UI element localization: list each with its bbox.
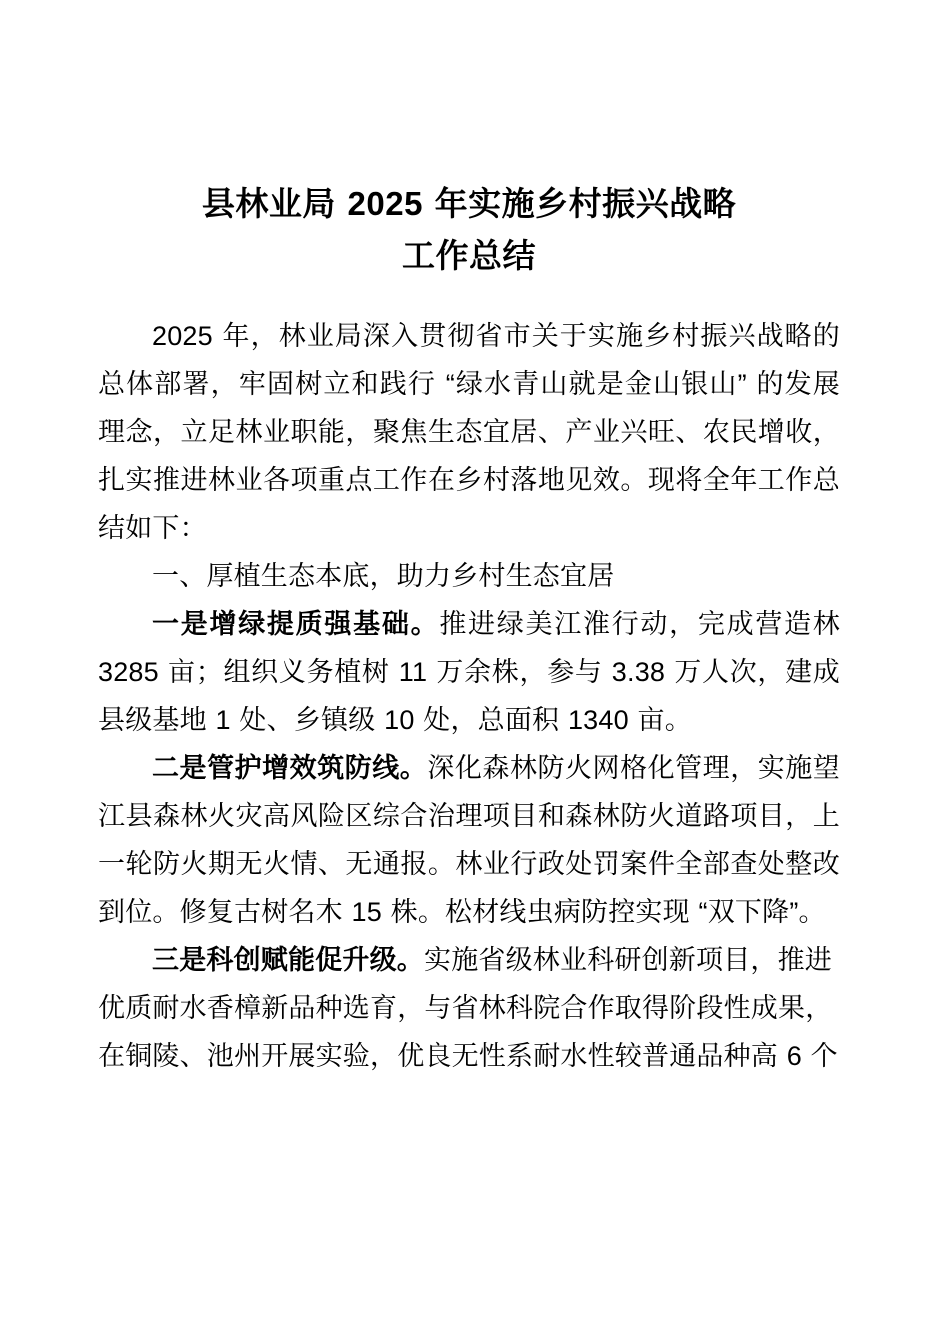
section-heading-text: 一、厚植生态本底，助力乡村生态宜居 <box>152 561 615 591</box>
paragraph-text: 推进绿美江淮行动，完成营造林 3285 亩；组织义务植树 11 万余株，参与 3.38 万人次，建成县级基地 1 处、乡镇级 10 处，总面积 1340 亩。 <box>98 609 841 735</box>
paragraph-lead-in: 三是科创赋能促升级。 <box>152 945 424 975</box>
page-title <box>98 0 840 282</box>
paragraph-lead-in: 一是增绿提质强基础。 <box>152 609 440 639</box>
page-content <box>98 0 840 1080</box>
paragraph-lead-in: 二是管护增效筑防线。 <box>152 753 428 783</box>
paragraph-text: 深化森林防火网格化管理，实施望江县森林火灾高风险区综合治理项目和森林防火道路项目，上一轮防火期无火情、无通报。林业行政处罚案件全部查处整改到位。修复古树名木 15 株。松材线虫病防控实现 “双下降”。 <box>98 753 841 927</box>
paragraph-item-three <box>98 936 840 1080</box>
section-heading-one <box>98 552 840 600</box>
page-title-line-1: 县林业局 2025 年实施乡村振兴战略 <box>201 185 737 222</box>
paragraph-text: 2025 年，林业局深入贯彻省市关于实施乡村振兴战略的总体部署，牢固树立和践行 “绿水青山就是金山银山” 的发展理念，立足林业职能，聚焦生态宜居、产业兴旺、农民增收，扎实推进林业各项重点工作在乡村落地见效。现将全年工作总结如下： <box>98 321 840 543</box>
paragraph-intro <box>98 312 840 552</box>
document-body <box>98 312 840 1080</box>
paragraph-item-one <box>98 600 840 744</box>
page-title-line-2: 工作总结 <box>402 237 536 274</box>
paragraph-item-two <box>98 744 840 936</box>
paragraph-text: 实施省级林业科研创新项目，推进优质耐水香樟新品种选育，与省林科院合作取得阶段性成果，在铜陵、池州开展实验，优良无性系耐水性较普通品种高 6 个 <box>98 945 838 1071</box>
